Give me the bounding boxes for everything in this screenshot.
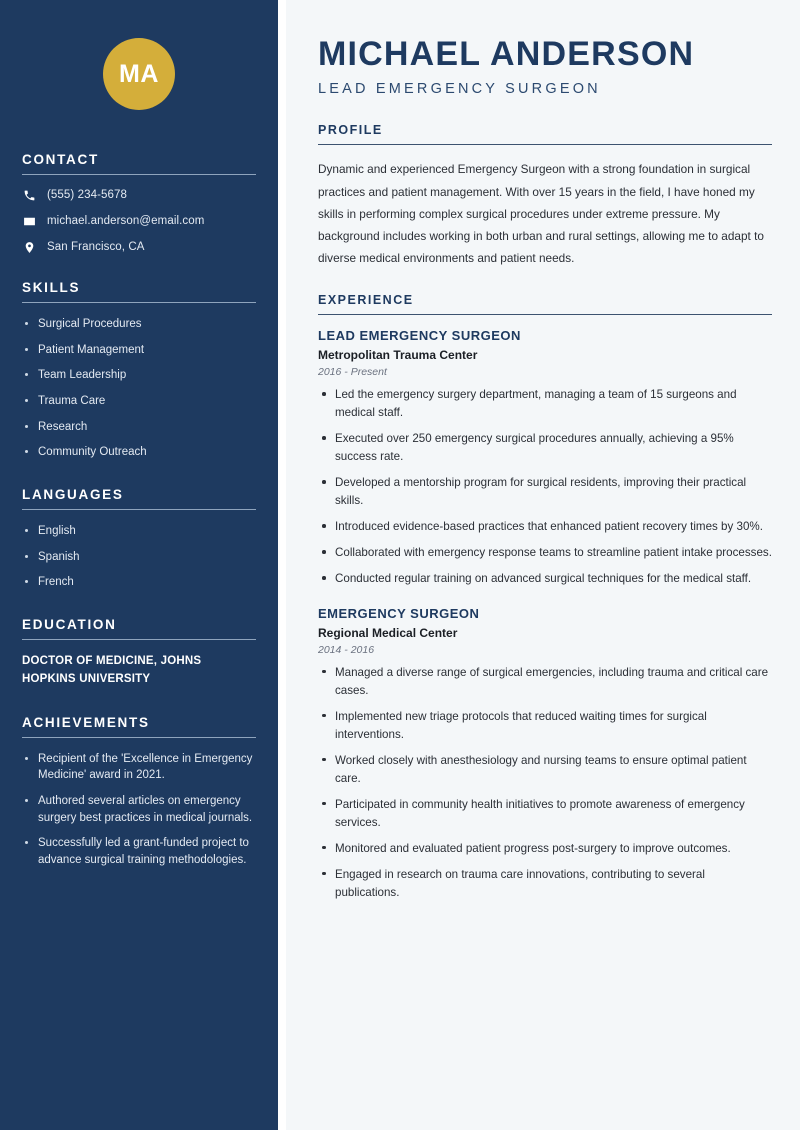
avatar-initials: MA — [119, 59, 159, 88]
list-item: Recipient of the 'Excellence in Emergency Medicine' award in 2021. — [22, 751, 256, 784]
languages-divider — [22, 509, 256, 510]
column-gap — [278, 0, 286, 1130]
contact-divider — [22, 174, 256, 175]
job-company: Metropolitan Trauma Center — [318, 348, 478, 363]
education-entry: DOCTOR OF MEDICINE, JOHNS HOPKINS UNIVERSITY — [22, 655, 202, 685]
profile-divider — [318, 144, 772, 145]
page-title: MICHAEL ANDERSON — [318, 35, 695, 73]
experience-heading: EXPERIENCE — [318, 293, 414, 308]
job-dates: 2014 - 2016 — [318, 643, 375, 656]
job-bullet-list — [318, 664, 772, 902]
list-item: Patient Management — [22, 342, 256, 359]
skills-list — [22, 316, 256, 461]
sidebar — [0, 0, 278, 1130]
contact-location-value: San Francisco, CA — [47, 241, 145, 253]
job-title: EMERGENCY SURGEON — [318, 605, 480, 621]
profile-text: Dynamic and experienced Emergency Surgeon with a strong foundation in surgical practices and patient management. With over 15 years in the field, I have honed my skills in performing complex surgical procedures under extreme pressure. My background includes working in both urban and rural settings, allowing me to adapt to diverse medical environments and patient needs. — [318, 162, 764, 266]
contact-item-location[interactable] — [22, 240, 256, 254]
main-content — [286, 0, 800, 1130]
achievements-heading: ACHIEVEMENTS — [22, 714, 150, 730]
list-item: Spanish — [22, 549, 256, 566]
profile-section — [318, 123, 772, 269]
languages-heading: LANGUAGES — [22, 487, 124, 503]
skills-divider — [22, 302, 256, 303]
job-dates: 2016 - Present — [318, 366, 387, 379]
list-item: Monitored and evaluated patient progress post-surgery to improve outcomes. — [318, 840, 772, 858]
list-item: Successfully led a grant-funded project to advance surgical training methodologies. — [22, 835, 256, 868]
list-item: Conducted regular training on advanced surgical techniques for the medical staff. — [318, 570, 772, 588]
list-item: French — [22, 574, 256, 591]
list-item: Worked closely with anesthesiology and nursing teams to ensure optimal patient care. — [318, 752, 772, 788]
achievements-divider — [22, 737, 256, 738]
experience-entry — [318, 606, 772, 902]
list-item: Participated in community health initiatives to promote awareness of emergency services. — [318, 796, 772, 832]
list-item: Surgical Procedures — [22, 316, 256, 333]
list-item: Introduced evidence-based practices that enhanced patient recovery times by 30%. — [318, 518, 772, 536]
contact-item-phone[interactable] — [22, 188, 256, 202]
list-item: Research — [22, 419, 256, 436]
avatar — [103, 38, 175, 110]
list-item: Developed a mentorship program for surgical residents, improving their practical skills. — [318, 474, 772, 510]
achievements-section — [22, 715, 256, 869]
list-item: Trauma Care — [22, 393, 256, 410]
skills-section — [22, 280, 256, 461]
list-item: Collaborated with emergency response teams to streamline patient intake processes. — [318, 544, 772, 562]
languages-list — [22, 523, 256, 591]
list-item: Team Leadership — [22, 367, 256, 384]
skills-heading: SKILLS — [22, 280, 81, 295]
education-heading: EDUCATION — [22, 617, 117, 633]
languages-section — [22, 487, 256, 591]
contact-heading: CONTACT — [22, 152, 99, 167]
experience-section — [318, 293, 772, 901]
list-item: Authored several articles on emergency surgery best practices in medical journals. — [22, 793, 256, 826]
list-item: Engaged in research on trauma care innovations, contributing to several publications. — [318, 866, 772, 902]
phone-icon — [22, 188, 36, 202]
list-item: Community Outreach — [22, 444, 256, 461]
education-section — [22, 617, 256, 689]
list-item: Led the emergency surgery department, managing a team of 15 surgeons and medical staff. — [318, 386, 772, 422]
job-bullet-list — [318, 386, 772, 588]
experience-entry — [318, 328, 772, 588]
envelope-icon — [22, 214, 36, 228]
job-title: LEAD EMERGENCY SURGEON — [318, 328, 521, 344]
experience-divider — [318, 314, 772, 315]
list-item: English — [22, 523, 256, 540]
list-item: Executed over 250 emergency surgical procedures annually, achieving a 95% success rate. — [318, 430, 772, 466]
list-item: Managed a diverse range of surgical emergencies, including trauma and critical care cases. — [318, 664, 772, 700]
location-pin-icon — [22, 240, 36, 254]
profile-heading: PROFILE — [318, 123, 383, 138]
avatar-container — [22, 0, 256, 152]
contact-section — [22, 152, 256, 254]
job-role-subtitle: LEAD EMERGENCY SURGEON — [318, 81, 601, 98]
contact-item-email[interactable] — [22, 214, 256, 228]
contact-email-value: michael.anderson@email.com — [47, 215, 205, 227]
achievements-list — [22, 751, 256, 869]
list-item: Implemented new triage protocols that reduced waiting times for surgical interventions. — [318, 708, 772, 744]
education-divider — [22, 639, 256, 640]
job-company: Regional Medical Center — [318, 625, 458, 640]
contact-phone-value: (555) 234-5678 — [47, 189, 128, 201]
